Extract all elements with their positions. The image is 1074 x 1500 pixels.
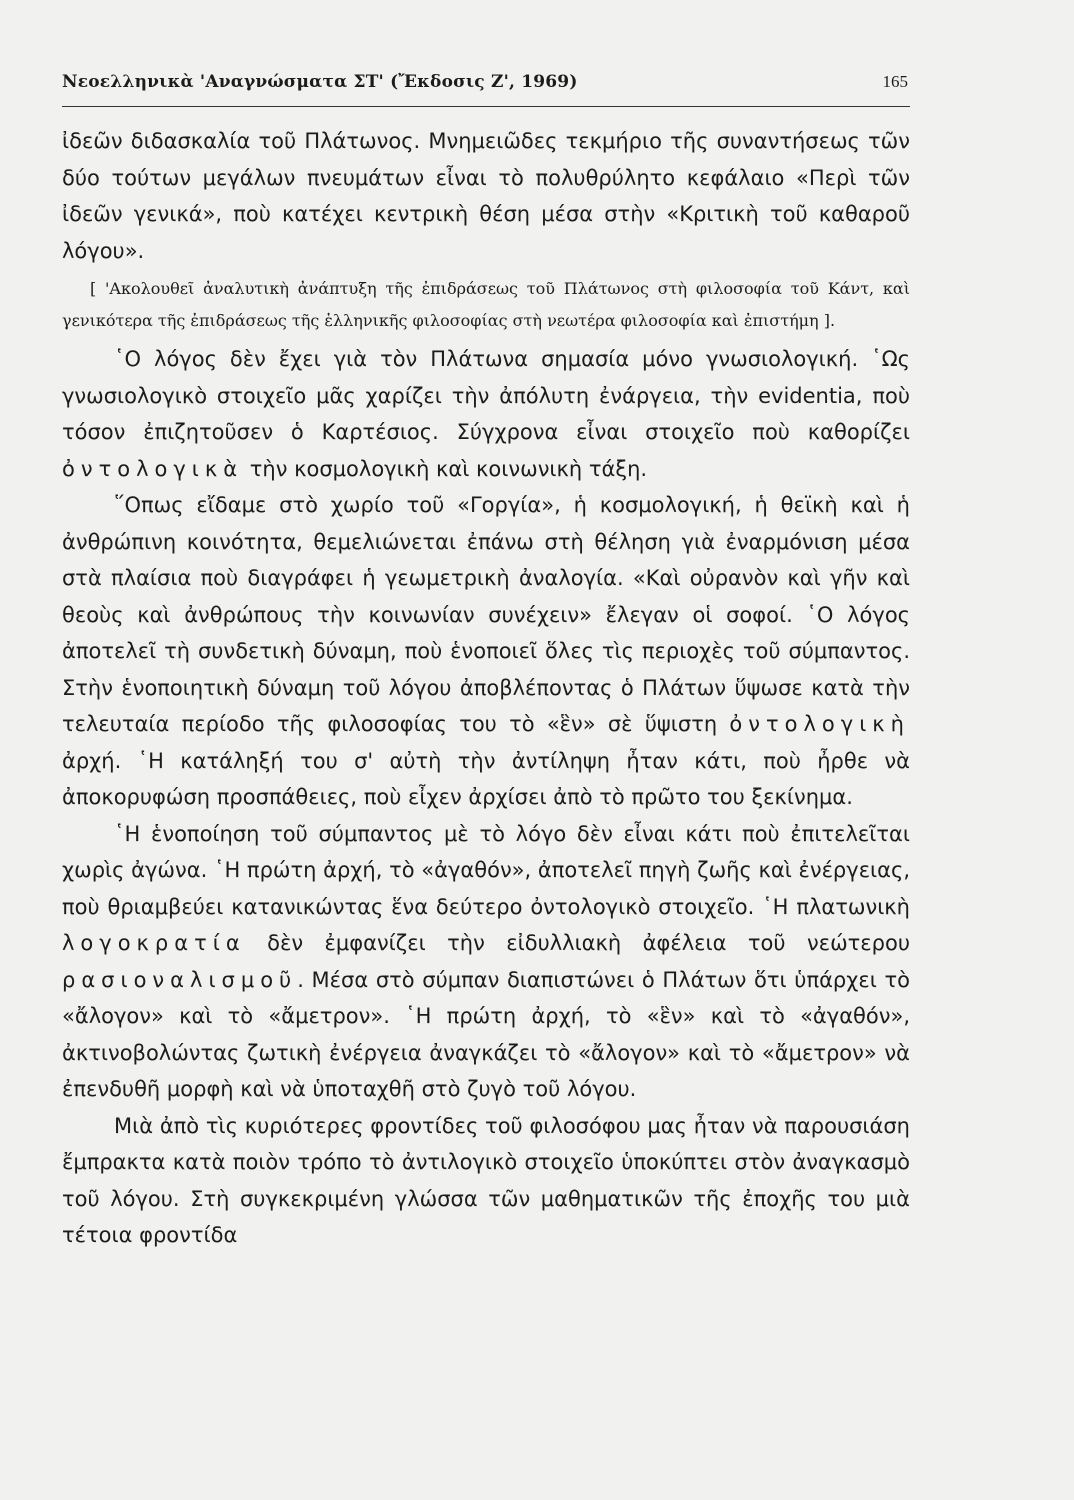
paragraph-3-text-a: ῞Οπως εἴδαμε στὸ χωρίο τοῦ «Γοργία», ἡ κοσμολογική, ἡ θεϊκὴ καὶ ἡ ἀνθρώπινη κοινότητα, θεμελιώνεται ἐπάνω στὴ θέληση γιὰ ἐναρμόνιση μέσα στὰ πλαίσια ποὺ διαγράφει ἡ γεωμετρικὴ ἀναλογία. «Καὶ οὐρανὸν καὶ γῆν καὶ θεοὺς καὶ ἀνθρώπους τὴν κοινωνίαν συνέχειν» ἔλεγαν οἱ σοφοί. ῾Ο λόγος ἀποτελεῖ τὴ συνδετικὴ δύναμη, ποὺ ἑνοποιεῖ ὅλες τὶς περιοχὲς τοῦ σύμπαντος. Στὴν ἑνοποιητικὴ δύναμη τοῦ λόγου ἀποβλέποντας ὁ Πλάτων ὕψωσε κατὰ τὴν τελευταία περίοδο τῆς φιλοσοφίας του τὸ «ἓν» σὲ ὕψιστη <box>62 493 910 736</box>
body-text <box>62 123 910 1254</box>
paragraph-3-emphasis: ὀντολογικὴ <box>729 712 910 736</box>
paragraph-4-emphasis-2: ρασιοναλισμοῦ <box>62 967 298 992</box>
paragraph-3 <box>62 487 910 816</box>
page-number: 165 <box>882 72 908 91</box>
book-page <box>62 58 910 1478</box>
paragraph-5-text: Μιὰ ἀπὸ τὶς κυριότερες φροντίδες τοῦ φιλοσόφου μας ἦταν νὰ παρουσιάση ἔμπρακτα κατὰ ποιὸν τρόπο τὸ ἀντιλογικὸ στοιχεῖο ὑποκύπτει στὸν ἀναγκασμὸ τοῦ λόγου. Στὴ συγκεκριμένη γλώσσα τῶν μαθηματικῶν τῆς ἐποχῆς του μιὰ τέτοια φροντίδα <box>62 1113 910 1247</box>
paragraph-4-text-a: ῾Η ἑνοποίηση τοῦ σύμπαντος μὲ τὸ λόγο δὲν εἶναι κάτι ποὺ ἐπιτελεῖται χωρὶς ἀγώνα. ῾Η πρώτη ἀρχή, τὸ «ἀγαθόν», ἀποτελεῖ πηγὴ ζωῆς καὶ ἐνέργειας, ποὺ θριαμβεύει κατανικώντας ἕνα δεύτερο ὀντολογικὸ στοιχεῖο. ῾Η πλατωνικὴ <box>62 821 910 919</box>
paragraph-2-emphasis: ὀντολογικὰ <box>62 456 244 481</box>
paragraph-3-text-b: ἀρχή. ῾Η κατάληξή του σ' αὐτὴ τὴν ἀντίληψη ἦταν κάτι, ποὺ ἦρθε νὰ ἀποκορυφώση προσπάθειες, ποὺ εἶχεν ἀρχίσει ἀπὸ τὸ πρῶτο του ξεκίνημα. <box>62 748 910 809</box>
paragraph-2 <box>62 341 910 487</box>
editorial-note: [ 'Ακολουθεῖ ἀναλυτικὴ ἀνάπτυξη τῆς ἐπιδράσεως τοῦ Πλάτωνος στὴ φιλοσοφία τοῦ Κάντ, καὶ γενικότερα τῆς ἐπιδράσεως τῆς ἑλληνικῆς φιλοσοφίας στὴ νεωτέρα φιλοσοφία καὶ ἐπιστήμη ]. <box>62 279 910 330</box>
running-head <box>62 58 910 107</box>
paragraph-4-text-b: δὲν ἐμφανίζει τὴν εἰδυλλιακὴ ἀφέλεια τοῦ νεώτερου <box>245 931 910 955</box>
paragraph-2-text-a: ῾Ο λόγος δὲν ἔχει γιὰ τὸν Πλάτωνα σημασία μόνο γνωσιολογική. ῾Ως γνωσιολογικὸ στοιχεῖο μᾶς χαρίζει τὴν ἀπόλυτη ἐνάργεια, τὴν evidentia, ποὺ τόσον ἐπιζητοῦσεν ὁ Καρτέσιος. Σύγχρονα εἶναι στοιχεῖο ποὺ καθορίζει <box>62 347 910 444</box>
paragraph-1 <box>62 123 910 269</box>
running-title: Νεοελληνικὰ 'Αναγνώσματα ΣΤ' (Ἔκδοσις Ζ', 1969) <box>62 72 578 92</box>
paragraph-4 <box>62 816 910 1108</box>
paragraph-4-text-c: . Μέσα στὸ σύμπαν διαπιστώνει ὁ Πλάτων ὅτι ὑπάρχει τὸ «ἄλογον» καὶ τὸ «ἄμετρον». ῾Η πρώτη ἀρχή, τὸ «ἓν» καὶ τὸ «ἀγαθόν», ἀκτινοβολώντας ζωτικὴ ἐνέργεια ἀναγκάζει τὸ «ἄλογον» καὶ τὸ «ἄμετρον» νὰ ἐπενδυθῆ μορφὴ καὶ νὰ ὑποταχθῆ στὸ ζυγὸ τοῦ λόγου. <box>62 967 910 1101</box>
paragraph-1-text: ἰδεῶν διδασκαλία τοῦ Πλάτωνος. Μνημειῶδες τεκμήριο τῆς συναντήσεως τῶν δύο τούτων μεγάλων πνευμάτων εἶναι τὸ πολυθρύλητο κεφάλαιο «Περὶ τῶν ἰδεῶν γενικά», ποὺ κατέχει κεντρικὴ θέση μέσα στὴν «Κριτικὴ τοῦ καθαροῦ λόγου». <box>62 129 910 263</box>
paragraph-2-text-b: τὴν κοσμολογικὴ καὶ κοινωνικὴ τάξη. <box>243 456 648 481</box>
paragraph-5 <box>62 1108 910 1254</box>
paragraph-4-emphasis-1: λογοκρατία <box>62 931 246 955</box>
